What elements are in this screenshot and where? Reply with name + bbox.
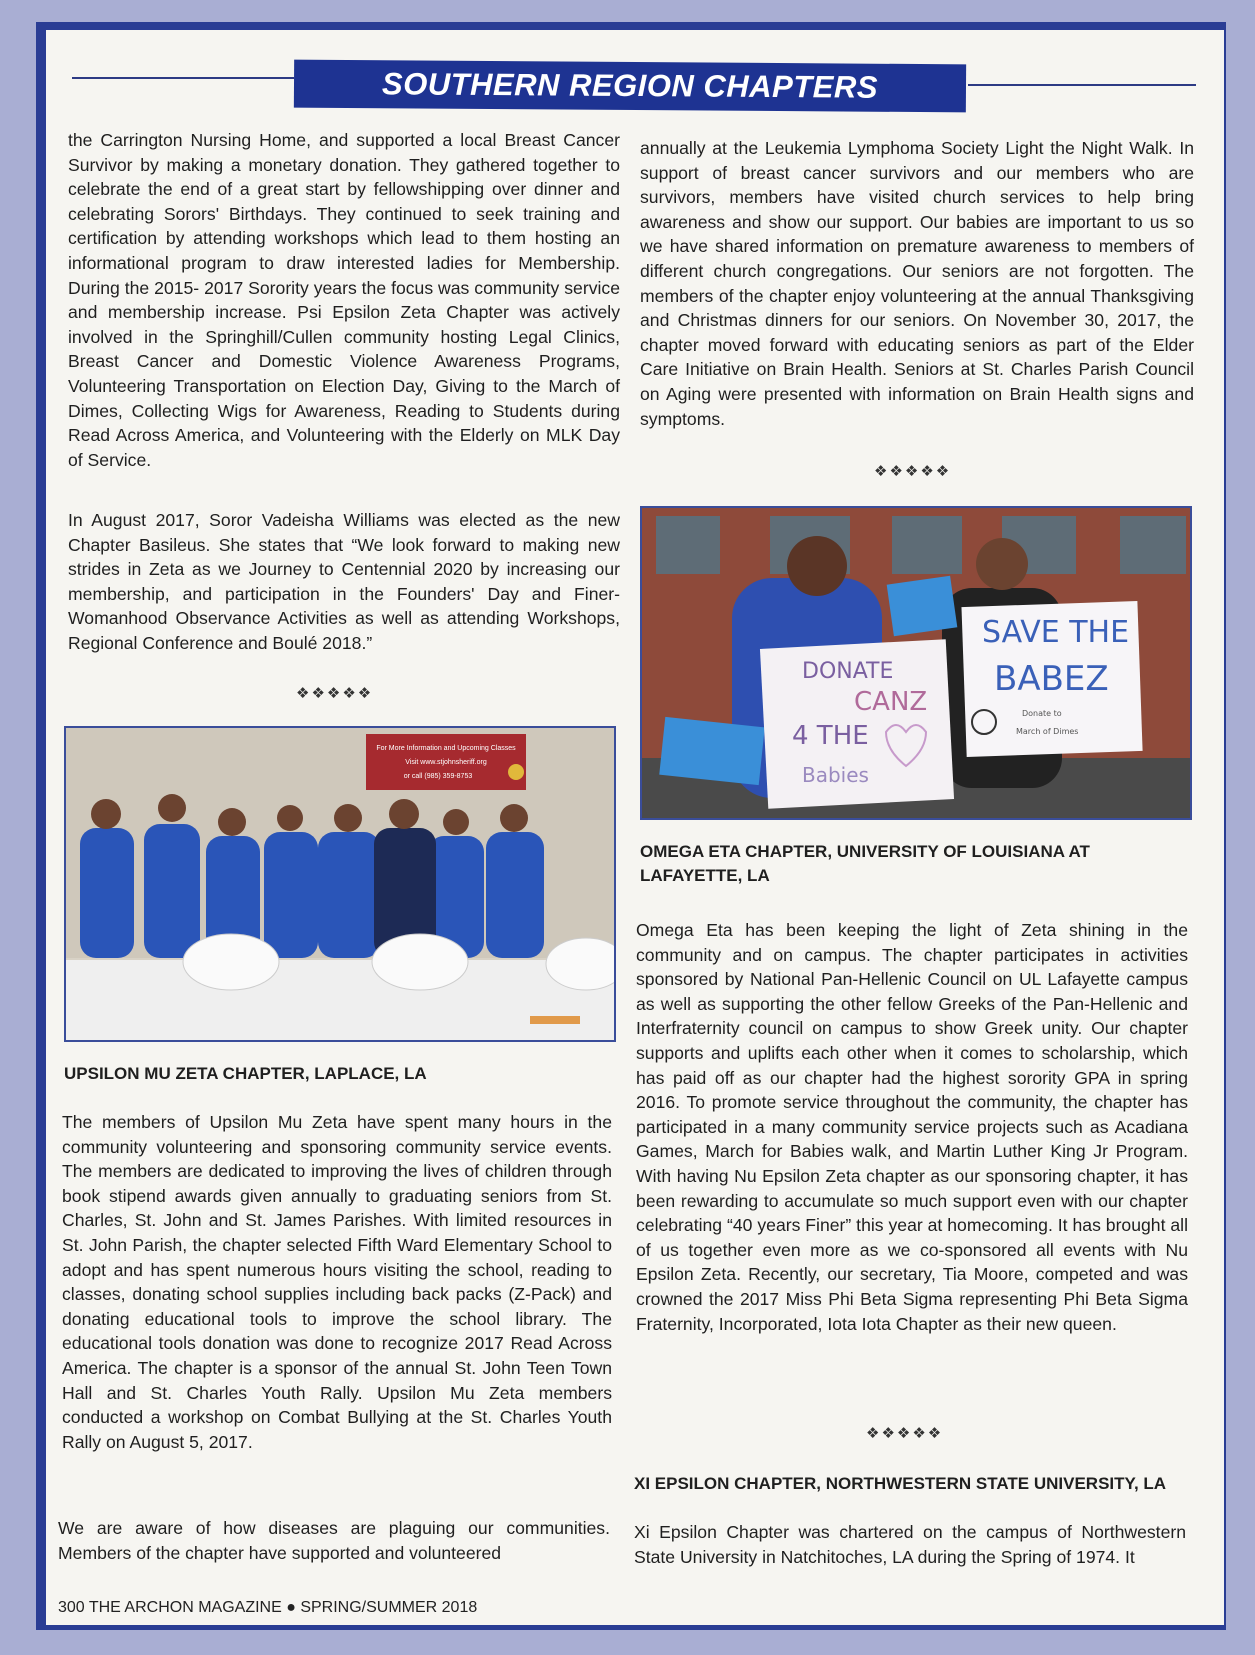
sign-text-save-the: SAVE THE — [982, 615, 1130, 650]
header-rule-left — [72, 77, 294, 79]
left-para-2: In August 2017, Soror Vadeisha Williams was elected as the new Chapter Basileus. She states that “We look forward to making new strides in Zeta as we Journey to Centennial 2020 by increasing our membership, and participation in the Founders' Day and Finer-Womanhood Observance Activities as well as attending Workshops, Regional Conference and Boulé 2018.” — [68, 510, 620, 653]
sign-text-babez: BABEZ — [994, 659, 1109, 699]
banner-line-2: Visit www.stjohnsheriff.org — [405, 759, 487, 766]
omega-eta-heading: OMEGA ETA CHAPTER, UNIVERSITY OF LOUISIANA AT LAFAYETTE, LA — [640, 842, 1090, 885]
ornament-divider: ❖❖❖❖❖ — [874, 463, 952, 480]
right-para-1: annually at the Leukemia Lymphoma Society Light the Night Walk. In support of breast cancer survivors and our members who are survivors, members have visited church services to help bring awareness and show our support. Our babies are important to us so we have shared information on premature awareness to members of different church congregations. Our seniors are not forgotten. The members of the chapter enjoy volunteering at the annual Thanksgiving and Christmas dinners for our seniors. On November 30, 2017, the chapter moved forward with educating seniors as part of the Elder Care Initiative on Brain Health. Seniors at St. Charles Parish Council on Aging were presented with information on Brain Health signs and symptoms. — [640, 138, 1194, 429]
sign-text-canz: CANZ — [854, 687, 928, 717]
sign-photo-illustration — [642, 508, 1190, 818]
right-para-2: Omega Eta has been keeping the light of Zeta shining in the community and on campus. The chapter participates in activities sponsored by National Pan-Hellenic Council on UL Lafayette campus as well as supporting the other fellow Greeks of the Pan-Hellenic and Interfraternity council on campus to show Greek unity. Our chapter supports and uplifts each other when it comes to scholarship, which has paid off as our chapter had the highest sorority GPA in spring 2016. To promote service throughout the community, the chapter has participated in a many community service projects such as Acadiana Games, March for Babies walk, and Martin Luther King Jr Program. With having Nu Epsilon Zeta chapter as our sponsoring chapter, it has been rewarding to accumulate so much support even with our chapter celebrating “40 years Finer” this year at homecoming. It has brought all of us together even more as we co-sponsored all events with Nu Epsilon Zeta. Recently, our secretary, Tia Moore, competed and was crowned the 2017 Miss Phi Beta Sigma representing Phi Beta Sigma Fraternity, Incorporated, Iota Iota Chapter as their new queen. — [636, 920, 1188, 1334]
ornament-divider: ❖❖❖❖❖ — [296, 685, 374, 702]
header-rule-right — [968, 84, 1196, 86]
banner-line-3: or call (985) 359-8753 — [403, 773, 473, 780]
upsilon-mu-zeta-heading: UPSILON MU ZETA CHAPTER, LAPLACE, LA — [64, 1064, 427, 1083]
left-para-1: the Carrington Nursing Home, and supported a local Breast Cancer Survivor by making a monetary donation. They gathered together to celebrate the end of a great start by fellowshipping over dinner and celebrating Sorors' Birthdays. They continued to seek training and certification by attending workshops which lead to them hosting an informational program to draw interested ladies for Membership. During the 2015- 2017 Sorority years the focus was community service and membership increase. Psi Epsilon Zeta Chapter was actively involved in the Springhill/Cullen community hosting Legal Clinics, Breast Cancer and Domestic Violence Awareness Programs, Volunteering Transportation on Election Day, Giving to the March of Dimes, Collecting Wigs for Awareness, Reading to Students during Read Across America, and Volunteering with the Elderly on MLK Day of Service. — [68, 130, 620, 470]
group-photo-illustration — [66, 728, 614, 1040]
sign-text-donate-to: Donate to — [1022, 709, 1062, 718]
right-para-3: Xi Epsilon Chapter was chartered on the campus of Northwestern State University in Natchitoches, LA during the Spring of 1974. It — [634, 1522, 1186, 1567]
sign-text-march-of-dimes: March of Dimes — [1016, 727, 1079, 736]
ornament-divider: ❖❖❖❖❖ — [866, 1425, 944, 1442]
section-banner: SOUTHERN REGION CHAPTERS — [294, 60, 966, 113]
xi-epsilon-heading: XI EPSILON CHAPTER, NORTHWESTERN STATE UNIVERSITY, LA — [634, 1474, 1167, 1493]
left-para-4: We are aware of how diseases are plaguing our communities. Members of the chapter have supported and volunteered — [58, 1518, 610, 1563]
upsilon-mu-zeta-photo — [64, 726, 616, 1042]
sign-text-donate: DONATE — [802, 659, 894, 684]
page-footer: 300 THE ARCHON MAGAZINE ● SPRING/SUMMER 2018 — [58, 1599, 478, 1616]
sign-text-babies: Babies — [802, 763, 869, 787]
left-para-3: The members of Upsilon Mu Zeta have spent many hours in the community volunteering and sponsoring community service events. The members are dedicated to improving the lives of children through book stipend awards given annually to graduating seniors from St. Charles, St. John and St. James Parishes. With limited resources in St. John Parish, the chapter selected Fifth Ward Elementary School to adopt and has spent numerous hours visiting the school, reading to classes, donating school supplies including back packs (Z-Pack) and donating educational tools to improve the school library. The educational tools donation was done to recognize 2017 Read Across America. The chapter is a sponsor of the annual St. John Teen Town Hall and St. Charles Youth Rally. Upsilon Mu Zeta members conducted a workshop on Combat Bullying at the St. Charles Youth Rally on August 5, 2017. — [62, 1112, 612, 1452]
banner-line-1: For More Information and Upcoming Classes — [376, 745, 516, 752]
sign-text-4the: 4 THE — [792, 721, 869, 751]
omega-eta-photo — [640, 506, 1192, 820]
